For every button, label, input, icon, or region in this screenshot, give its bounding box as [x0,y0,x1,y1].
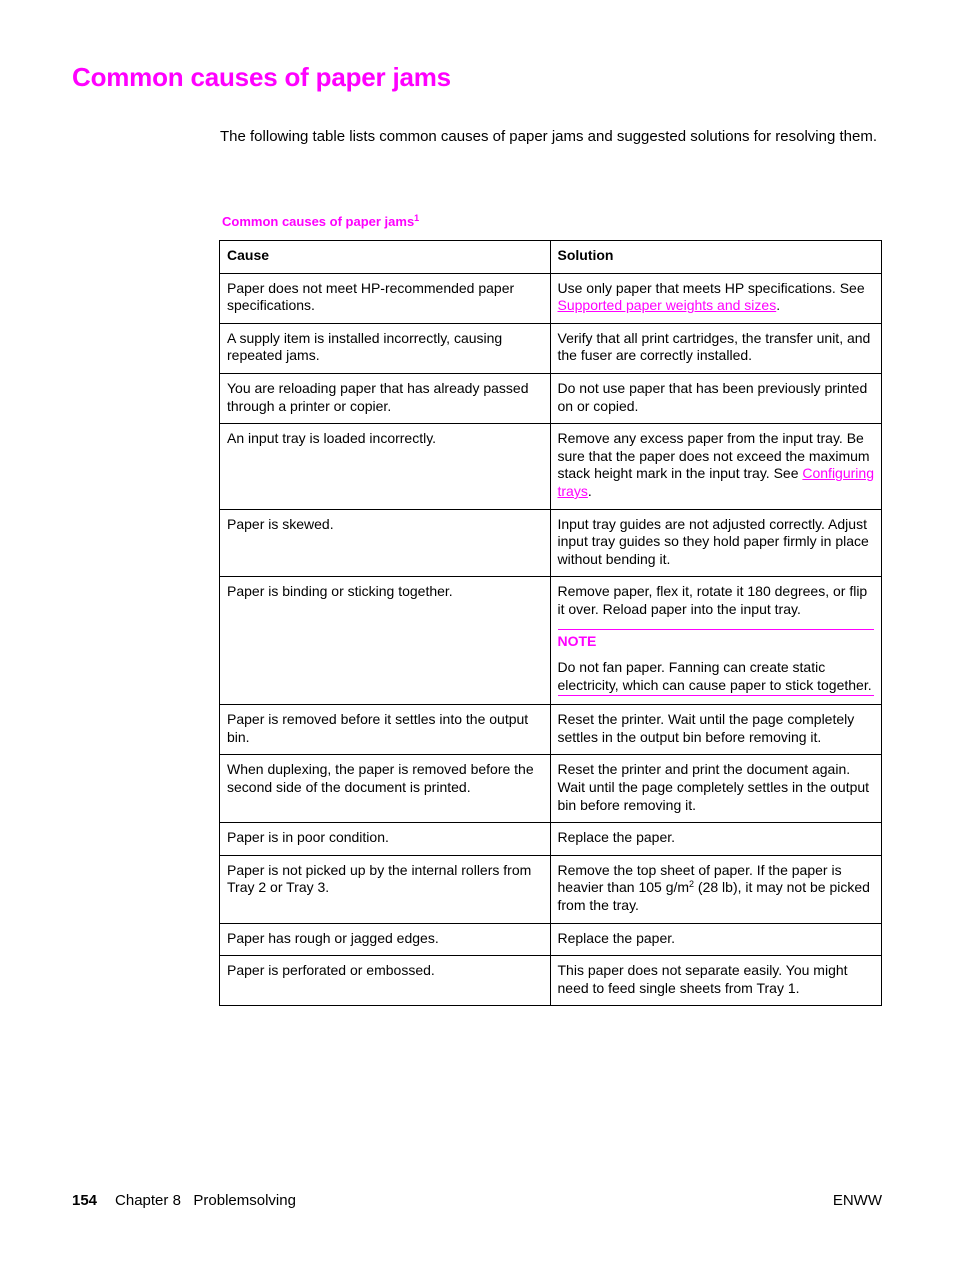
page-title: Common causes of paper jams [72,62,451,92]
column-header-solution: Solution [550,241,882,274]
table-row [220,577,882,705]
solution-cell: This paper does not separate easily. You might need to feed single sheets from Tray 1. [550,956,882,1006]
intro-paragraph: The following table lists common causes of paper jams and suggested solutions for resolving them. [220,128,878,145]
chapter-label: Chapter 8 Problemsolving [115,1192,296,1209]
superscript-exponent: 2 [689,879,695,890]
table-row [220,823,882,856]
solution-cell: Reset the printer. Wait until the page completely settles in the output bin before removing it. [550,705,882,755]
solution-cell: Replace the paper. [550,923,882,956]
footer-right-label: ENWW [832,1192,882,1209]
solution-cell [550,577,882,705]
cause-cell: Paper is perforated or embossed. [220,956,551,1006]
solution-cell [550,273,882,323]
solution-cell: Input tray guides are not adjusted correctly. Adjust input tray guides so they hold paper firmly in place without bending it. [550,509,882,577]
table-row [220,755,882,823]
cause-cell: Paper is in poor condition. [220,823,551,856]
configuring-trays-link[interactable]: Configuring trays [557,465,874,499]
table-row [220,273,882,323]
cause-cell: Paper is skewed. [220,509,551,577]
solution-cell [550,855,882,923]
table-row [220,923,882,956]
cause-cell: Paper is not picked up by the internal rollers from Tray 2 or Tray 3. [220,855,551,923]
solution-text-end: . [776,297,781,314]
column-header-cause: Cause [220,241,551,274]
cause-cell: Paper is binding or sticking together. [220,577,551,705]
solution-cell [550,424,882,509]
solution-text: Use only paper that meets HP specifications. See [557,279,865,296]
table-caption [222,214,419,229]
cause-cell: Paper is removed before it settles into the output bin. [220,705,551,755]
page-number: 154 [72,1192,98,1209]
solution-cell: Replace the paper. [550,823,882,856]
table-row [220,373,882,423]
solution-text: Remove paper, flex it, rotate it 180 degrees, or flip it over. Reload paper into the input tray. [557,583,868,617]
note-text: Do not fan paper. Fanning can create static electricity, which can cause paper to stick together. [557,659,872,693]
cause-cell: When duplexing, the paper is removed before the second side of the document is printed. [220,755,551,823]
solution-cell: Do not use paper that has been previously printed on or copied. [550,373,882,423]
table-caption-text: Common causes of paper jams [222,214,415,229]
cause-cell: You are reloading paper that has already passed through a printer or copier. [220,373,551,423]
page-footer [72,1192,882,1209]
solution-text: Remove the top sheet of paper. If the paper is heavier than 105 g/m [557,861,842,896]
table-row [220,424,882,509]
solution-cell: Verify that all print cartridges, the transfer unit, and the fuser are correctly installed. [550,323,882,373]
cause-cell: Paper has rough or jagged edges. [220,923,551,956]
table-header-row [220,241,882,274]
note-label: NOTE [557,632,597,649]
table-row [220,323,882,373]
table-row [220,705,882,755]
cause-cell: A supply item is installed incorrectly, causing repeated jams. [220,323,551,373]
table-row [220,509,882,577]
table-row [220,956,882,1006]
note-box [558,629,875,697]
table-caption-footnote: 1 [414,213,420,223]
cause-cell: Paper does not meet HP-recommended paper specifications. [220,273,551,323]
paper-jam-causes-table [219,240,882,1006]
supported-paper-weights-link[interactable]: Supported paper weights and sizes [557,297,777,314]
solution-text-end: . [587,482,592,499]
solution-cell: Reset the printer and print the document again. Wait until the page completely settles in the output bin before removing it. [550,755,882,823]
cause-cell: An input tray is loaded incorrectly. [220,424,551,509]
solution-text-end: (28 lb), it may not be picked from the tray. [557,879,870,914]
solution-text: Remove any excess paper from the input tray. Be sure that the paper does not exceed the maximum stack height mark in the input tray. See [557,430,870,482]
table-row [220,855,882,923]
